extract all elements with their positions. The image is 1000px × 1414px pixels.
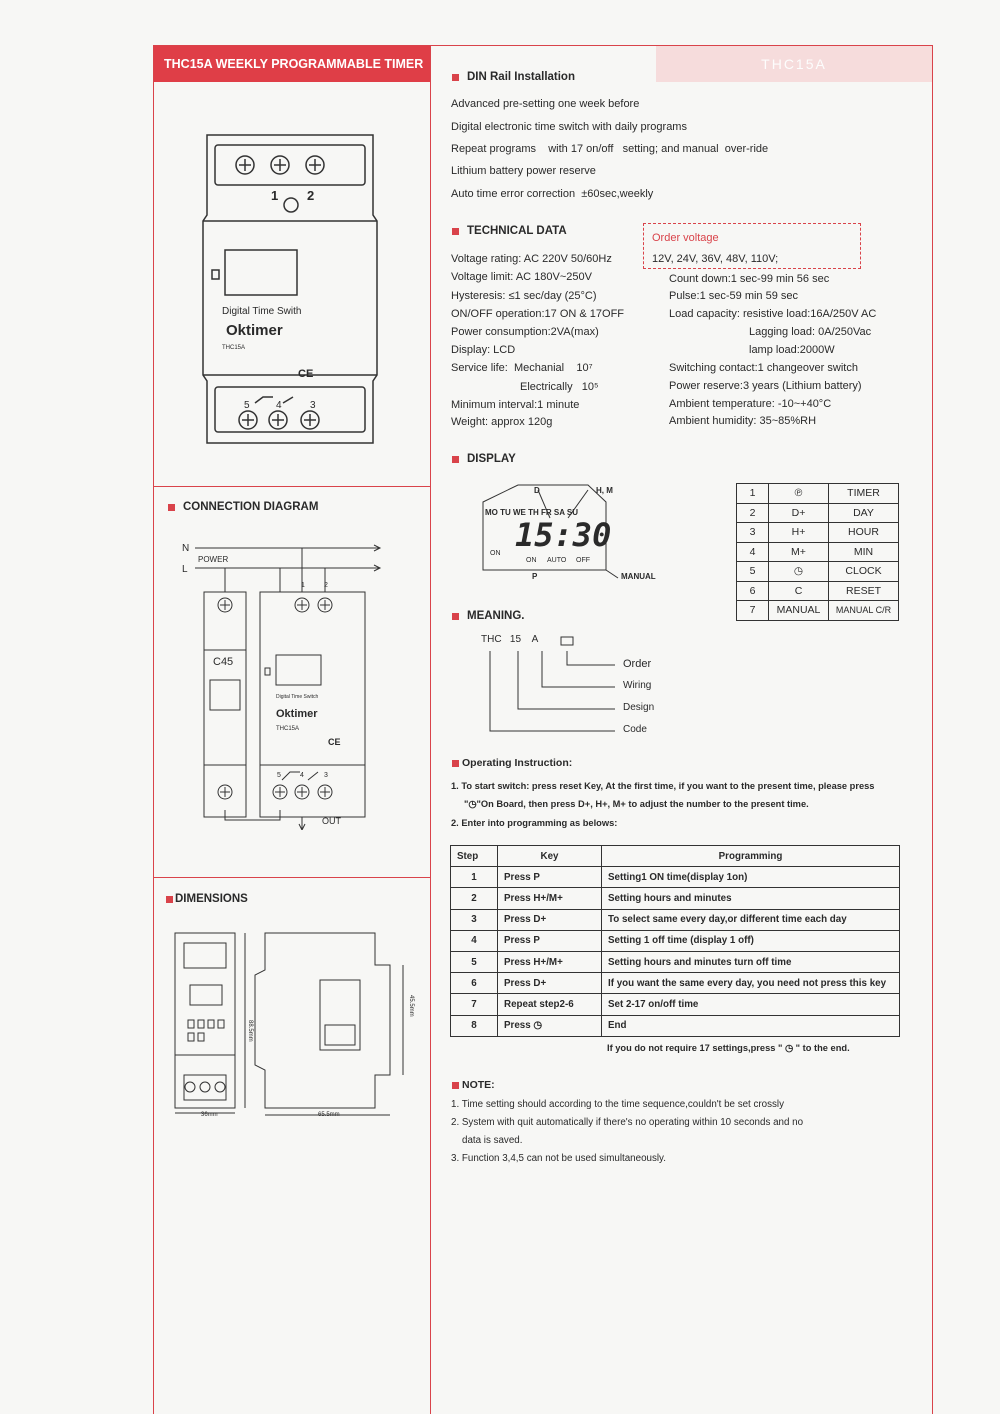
column-header: Programming (602, 846, 900, 867)
terminal-label: 3 (310, 400, 316, 411)
breaker-label: C45 (213, 656, 234, 668)
key-symbol: M+ (769, 542, 829, 562)
programming-cell: Setting hours and minutes (602, 888, 900, 909)
table-row (451, 1015, 900, 1036)
table-row (451, 973, 900, 994)
lcd-time: 15:30 (515, 516, 612, 554)
terminal-label: 1 (301, 582, 305, 589)
programming-cell: End (602, 1015, 900, 1036)
step-cell: 2 (451, 888, 498, 909)
din-line: Repeat programs with 17 on/off setting; and manual over-ride (451, 143, 769, 155)
power-label: POWER (198, 555, 229, 564)
device-model: THC15A (222, 345, 246, 351)
key-num: 3 (737, 523, 769, 543)
display-heading (452, 453, 516, 465)
technical-heading-text: TECHNICAL DATA (467, 225, 567, 237)
programming-cell: To select same every day,or different time each day (602, 909, 900, 930)
column-divider (430, 45, 431, 1414)
table-row (737, 503, 899, 523)
din-line: Auto time error correction ±60sec,weekly (451, 188, 654, 200)
table-row (451, 867, 900, 888)
meaning-heading (452, 610, 525, 622)
bullet-icon (168, 504, 175, 511)
key-num: 6 (737, 581, 769, 601)
table-header-row (451, 846, 900, 867)
meaning-label: Order (623, 658, 652, 670)
conn-brand: Oktimer (276, 708, 318, 720)
l-label: L (182, 564, 188, 575)
programming-cell: Setting hours and minutes turn off time (602, 951, 900, 972)
key-symbol: ℗ (769, 484, 829, 504)
order-voltage-values: 12V, 24V, 36V, 48V, 110V; (652, 253, 779, 265)
step-cell: 3 (451, 909, 498, 930)
tech-right-line: Switching contact:1 changeover switch (669, 362, 858, 374)
lcd-p-label: P (532, 572, 538, 581)
section-divider (153, 486, 430, 487)
terminal-label: 2 (324, 582, 328, 589)
operating-line: 1. To start switch: press reset Key, At the first time, if you want to the present time, please press (451, 781, 875, 791)
key-symbol: C (769, 581, 829, 601)
operating-line: "◷"On Board, then press D+, H+, M+ to adjust the number to the present time. (464, 799, 809, 809)
table-row (451, 888, 900, 909)
step-cell: 8 (451, 1015, 498, 1036)
bullet-icon (452, 456, 459, 463)
table-row (737, 581, 899, 601)
key-num: 4 (737, 542, 769, 562)
key-function: MANUAL C/R (829, 601, 899, 621)
technical-heading (452, 225, 567, 237)
tech-right-line: Power reserve:3 years (Lithium battery) (669, 380, 862, 392)
key-symbol: H+ (769, 523, 829, 543)
programming-footer: If you do not require 17 settings,press " ◷ " to the end. (607, 1043, 850, 1053)
step-cell: 5 (451, 951, 498, 972)
terminal-label: 5 (277, 772, 281, 779)
terminal-label: 3 (324, 772, 328, 779)
tech-right-line: Ambient humidity: 35~85%RH (669, 415, 817, 427)
key-cell: Press ◷ (498, 1015, 602, 1036)
key-cell: Press P (498, 867, 602, 888)
dim-height-45: 45.5mm (408, 995, 414, 1017)
tech-left-line: ON/OFF operation:17 ON & 17OFF (451, 308, 625, 320)
bullet-icon (452, 74, 459, 81)
table-row (737, 523, 899, 543)
lcd-auto: AUTO (547, 557, 567, 564)
din-heading (452, 71, 575, 83)
table-row (451, 994, 900, 1015)
device-digital-label: Digital Time Swith (222, 306, 302, 317)
table-row (451, 909, 900, 930)
lcd-hm-label: H, M (596, 486, 613, 495)
display-heading-text: DISPLAY (467, 453, 516, 465)
tech-left-line: Voltage limit: AC 180V~250V (451, 271, 592, 283)
dimensions-drawing (170, 925, 420, 1125)
dim-width-36: 36mm (201, 1112, 218, 1118)
tech-left-line: Weight: approx 120g (451, 416, 553, 428)
tech-right-line: lamp load:2000W (749, 344, 835, 356)
key-num: 2 (737, 503, 769, 523)
din-line: Advanced pre-setting one week before (451, 98, 640, 110)
meaning-label: Design (623, 702, 655, 713)
key-cell: Press H+/M+ (498, 888, 602, 909)
key-cell: Press D+ (498, 973, 602, 994)
key-cell: Press D+ (498, 909, 602, 930)
lcd-d-label: D (534, 486, 540, 495)
tech-left-line: Display: LCD (451, 344, 516, 356)
terminal-label: 4 (276, 400, 282, 411)
tech-right-line: Count down:1 sec-99 min 56 sec (669, 273, 830, 285)
tech-left-line: Service life: Mechanial 10⁷ (451, 362, 593, 374)
key-num: 5 (737, 562, 769, 582)
tech-left-line: Power consumption:2VA(max) (451, 326, 599, 338)
din-line: Lithium battery power reserve (451, 165, 596, 177)
key-num: 1 (737, 484, 769, 504)
table-row (737, 601, 899, 621)
programming-cell: Setting 1 off time (display 1 off) (602, 930, 900, 951)
key-cell: Repeat step2-6 (498, 994, 602, 1015)
operating-line: 2. Enter into programming as belows: (451, 818, 618, 828)
column-header: Step (451, 846, 498, 867)
key-symbol: D+ (769, 503, 829, 523)
note-line: 3. Function 3,4,5 can not be used simultaneously. (451, 1153, 666, 1164)
out-label: OUT (322, 816, 341, 826)
key-cell: Press P (498, 930, 602, 951)
lcd-off: OFF (576, 557, 590, 564)
device-illustration (195, 125, 385, 455)
tech-left-line: Hysteresis: ≤1 sec/day (25°C) (451, 290, 597, 302)
din-line: Digital electronic time switch with daily programs (451, 121, 687, 133)
operating-heading (452, 757, 572, 769)
tech-left-line: Voltage rating: AC 220V 50/60Hz (451, 253, 612, 265)
table-row (737, 562, 899, 582)
table-row (451, 951, 900, 972)
meaning-code: THC 15 A (481, 634, 539, 645)
meaning-label: Code (623, 724, 647, 735)
key-cell: Press H+/M+ (498, 951, 602, 972)
terminal-label: 2 (307, 188, 315, 203)
connection-heading-text: CONNECTION DIAGRAM (183, 501, 319, 513)
bullet-icon (452, 613, 459, 620)
section-divider (153, 877, 430, 878)
ce-mark: CE (298, 368, 314, 380)
terminal-label: 5 (244, 400, 250, 411)
conn-digital-label: Digital Time Switch (276, 694, 319, 700)
lcd-on-left: ON (490, 550, 501, 557)
column-header: Key (498, 846, 602, 867)
device-brand: Oktimer (226, 322, 283, 339)
lcd-on: ON (526, 557, 537, 564)
din-heading-text: DIN Rail Installation (467, 71, 575, 83)
dim-width-65: 65.5mm (318, 1112, 340, 1118)
note-heading (452, 1079, 495, 1091)
key-symbol: MANUAL (769, 601, 829, 621)
programming-cell: Setting1 ON time(display 1on) (602, 867, 900, 888)
page-title: THC15A WEEKLY PROGRAMMABLE TIMER (154, 46, 430, 82)
tech-right-line: Ambient temperature: -10~+40°C (669, 398, 832, 410)
conn-ce-mark: CE (328, 737, 341, 747)
note-heading-text: NOTE: (462, 1079, 495, 1091)
step-cell: 7 (451, 994, 498, 1015)
bullet-icon (452, 760, 459, 767)
key-symbol: ◷ (769, 562, 829, 582)
note-line: 2. System with quit automatically if there's no operating within 10 seconds and no (451, 1117, 804, 1128)
tech-left-line: Minimum interval:1 minute (451, 399, 580, 411)
key-num: 7 (737, 601, 769, 621)
dim-height-88: 88.5mm (247, 1020, 253, 1042)
bullet-icon (452, 1082, 459, 1089)
key-function-table (736, 483, 899, 621)
connection-heading (168, 501, 318, 513)
programming-cell: Set 2-17 on/off time (602, 994, 900, 1015)
meaning-diagram (480, 635, 620, 735)
note-line: data is saved. (462, 1135, 523, 1146)
key-function: HOUR (829, 523, 899, 543)
lcd-days: MO TU WE TH FR SA SU (485, 508, 579, 517)
key-function: TIMER (829, 484, 899, 504)
key-function: MIN (829, 542, 899, 562)
table-row (737, 542, 899, 562)
step-cell: 1 (451, 867, 498, 888)
programming-table (450, 845, 900, 1037)
watermark-title: THC15A (656, 46, 932, 82)
tech-right-line: Pulse:1 sec-59 min 59 sec (669, 290, 799, 302)
conn-model: THC15A (276, 726, 300, 732)
tech-right-line: Lagging load: 0A/250Vac (749, 326, 872, 338)
connection-diagram (190, 540, 390, 830)
bullet-icon (166, 896, 173, 903)
key-function: RESET (829, 581, 899, 601)
tech-left-line: Electrically 10⁵ (520, 381, 599, 393)
table-row (451, 930, 900, 951)
step-cell: 6 (451, 973, 498, 994)
dimensions-heading (166, 893, 248, 905)
operating-heading-text: Operating Instruction: (462, 757, 573, 769)
bullet-icon (452, 228, 459, 235)
note-line: 1. Time setting should according to the time sequence,couldn't be set crossly (451, 1099, 784, 1110)
n-label: N (182, 543, 190, 554)
step-cell: 4 (451, 930, 498, 951)
order-voltage-title: Order voltage (652, 232, 719, 244)
programming-cell: If you want the same every day, you need not press this key (602, 973, 900, 994)
dimensions-heading-text: DIMENSIONS (175, 893, 248, 905)
meaning-label: Wiring (623, 680, 652, 691)
key-function: CLOCK (829, 562, 899, 582)
terminal-label: 1 (271, 188, 279, 203)
terminal-label: 4 (300, 772, 304, 779)
lcd-manual-label: MANUAL (621, 572, 656, 581)
table-row (737, 484, 899, 504)
meaning-heading-text: MEANING. (467, 610, 525, 622)
tech-right-line: Load capacity: resistive load:16A/250V AC (669, 308, 877, 320)
key-function: DAY (829, 503, 899, 523)
